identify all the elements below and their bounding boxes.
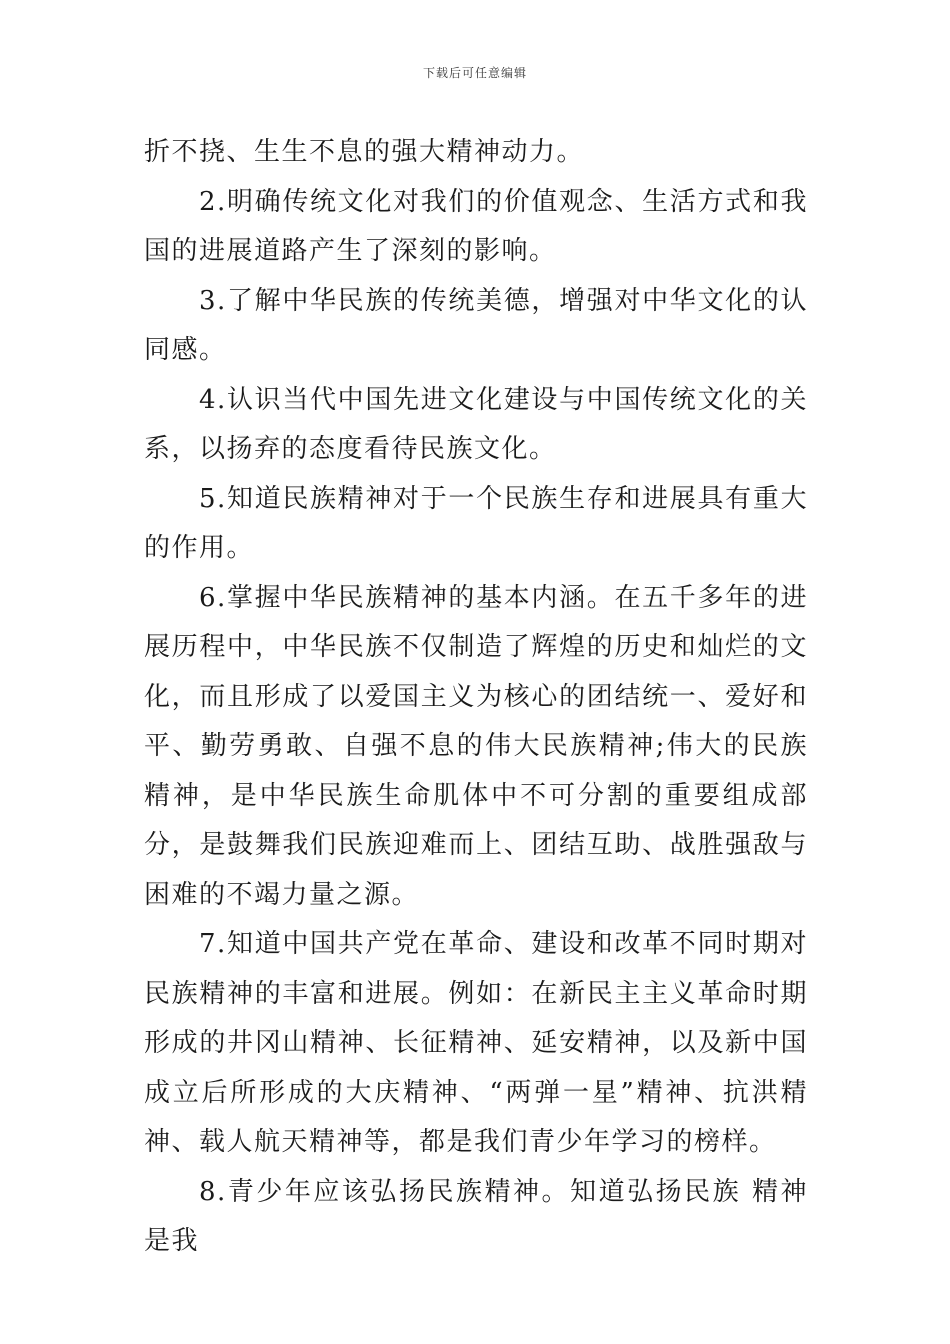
paragraph-item-6: 6.掌握中华民族精神的基本内涵。在五千多年的进展历程中，中华民族不仅制造了辉煌的历史和灿烂的文化，而且形成了以爱国主义为核心的团结统一、爱好和平、勤劳勇敢、自强不息的伟大民族精神;伟大的民族精神，是中华民族生命肌体中不可分割的重要组成部分，是鼓舞我们民族迎难而上、团结互助、战胜强敌与困难的不竭力量之源。 bbox=[144, 582, 808, 910]
paragraph-item-5: 5.知道民族精神对于一个民族生存和进展具有重大的作用。 bbox=[144, 483, 808, 563]
paragraph-item-3: 3.了解中华民族的传统美德，增强对中华文化的认同感。 bbox=[144, 285, 808, 365]
paragraph-item-8: 8.青少年应该弘扬民族精神。知道弘扬民族 精神是我 bbox=[144, 1176, 808, 1256]
document-body bbox=[144, 128, 808, 1267]
paragraph-item-4: 4.认识当代中国先进文化建设与中国传统文化的关系，以扬弃的态度看待民族文化。 bbox=[144, 384, 808, 464]
page-header: 下载后可任意编辑 bbox=[422, 66, 527, 80]
paragraph-item-7: 7.知道中国共产党在革命、建设和改革不同时期对民族精神的丰富和进展。例如：在新民主主义革命时期形成的井冈山精神、长征精神、延安精神，以及新中国成立后所形成的大庆精神、“两弹一星”精神、抗洪精神、载人航天精神等，都是我们青少年学习的榜样。 bbox=[144, 929, 808, 1157]
paragraph-continuation: 折不挠、生生不息的强大精神动力。 bbox=[144, 137, 585, 167]
paragraph-item-2: 2.明确传统文化对我们的价值观念、生活方式和我国的进展道路产生了深刻的影响。 bbox=[144, 186, 808, 266]
